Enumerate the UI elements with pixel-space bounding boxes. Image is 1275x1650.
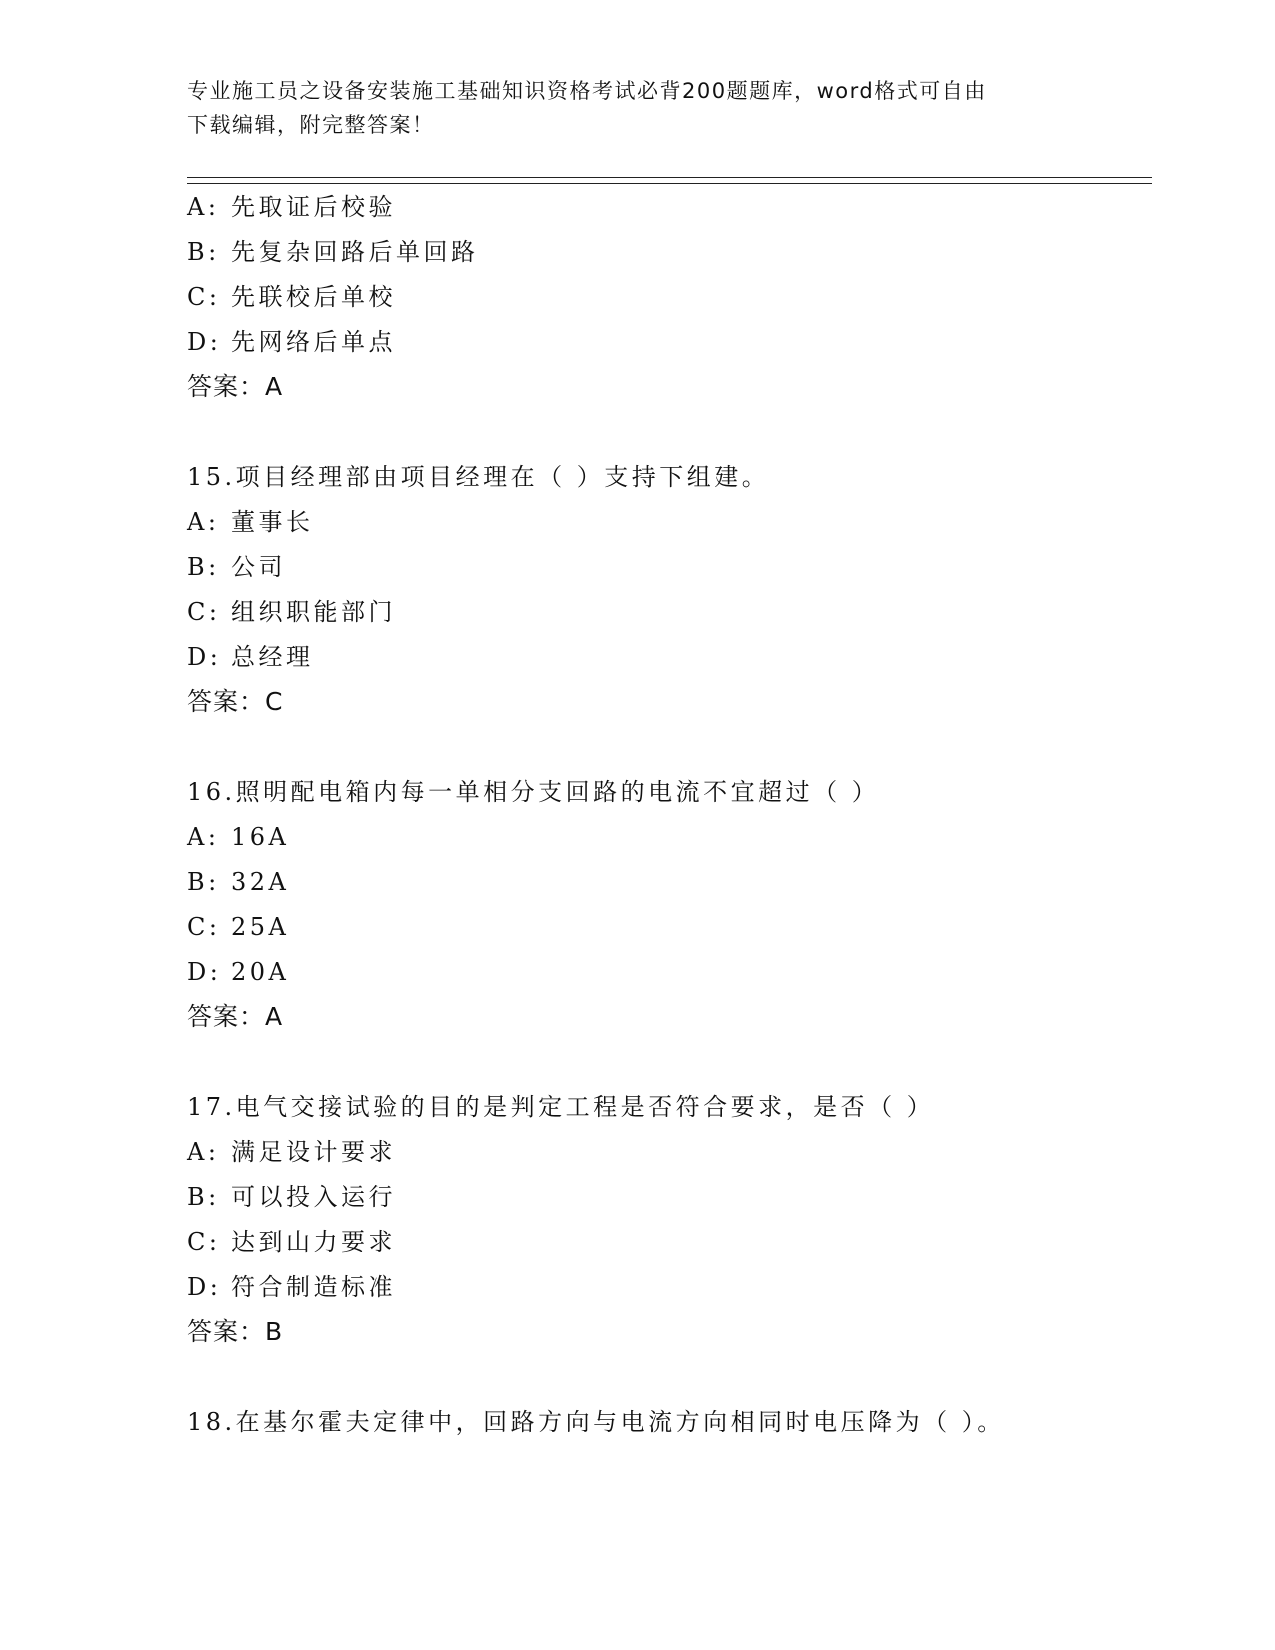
option-a <box>187 822 289 852</box>
header-divider-bottom <box>187 183 1152 184</box>
option-c <box>187 597 396 627</box>
option-b <box>187 867 289 897</box>
question-text: 15.项目经理部由项目经理在（ ）支持下组建。 <box>187 463 770 491</box>
question-text: 18.在基尔霍夫定律中，回路方向与电流方向相同时电压降为（ ）。 <box>187 1408 1005 1436</box>
answer: 答案：A <box>187 1002 284 1031</box>
option-text: 先网络后单点 <box>231 328 396 356</box>
option-text: 先取证后校验 <box>231 193 396 221</box>
option-text: 达到山力要求 <box>231 1228 396 1256</box>
option-text: 25A <box>231 913 290 941</box>
option-d <box>187 642 314 672</box>
option-text: 董事长 <box>231 508 314 536</box>
option-label: D: <box>187 1273 222 1301</box>
option-text: 满足设计要求 <box>231 1138 396 1166</box>
option-label: B: <box>187 868 220 896</box>
option-label: A: <box>187 1138 220 1166</box>
header-divider-top <box>187 177 1152 178</box>
option-label: B: <box>187 553 220 581</box>
answer: 答案：B <box>187 1317 284 1346</box>
option-text: 符合制造标准 <box>231 1273 396 1301</box>
option-b <box>187 552 286 582</box>
option-text: 公司 <box>231 553 286 581</box>
question-text: 17.电气交接试验的目的是判定工程是否符合要求，是否（ ） <box>187 1093 935 1121</box>
option-text: 16A <box>231 823 290 851</box>
option-label: D: <box>187 328 222 356</box>
header-title-line-2: 下载编辑，附完整答案！ <box>187 113 435 137</box>
option-text: 可以投入运行 <box>231 1183 396 1211</box>
option-label: B: <box>187 238 220 266</box>
option-text: 总经理 <box>231 643 314 671</box>
option-label: A: <box>187 823 220 851</box>
option-a <box>187 507 314 537</box>
option-label: C: <box>187 913 221 941</box>
option-b <box>187 237 479 267</box>
option-label: B: <box>187 1183 220 1211</box>
option-c <box>187 1227 396 1257</box>
option-text: 20A <box>231 958 290 986</box>
option-label: C: <box>187 598 221 626</box>
answer: 答案：C <box>187 687 284 716</box>
answer: 答案：A <box>187 372 284 401</box>
option-label: D: <box>187 958 222 986</box>
option-a <box>187 192 396 222</box>
option-d <box>187 327 396 357</box>
question-text: 16.照明配电箱内每一单相分支回路的电流不宜超过（ ） <box>187 778 880 806</box>
option-label: A: <box>187 508 220 536</box>
option-c <box>187 282 396 312</box>
option-label: D: <box>187 643 222 671</box>
option-c <box>187 912 289 942</box>
option-b <box>187 1182 396 1212</box>
option-label: C: <box>187 1228 221 1256</box>
option-d <box>187 1272 396 1302</box>
option-text: 32A <box>231 868 290 896</box>
option-text: 先复杂回路后单回路 <box>231 238 479 266</box>
option-label: A: <box>187 193 220 221</box>
option-text: 组织职能部门 <box>231 598 396 626</box>
option-d <box>187 957 289 987</box>
header-title-line-1: 专业施工员之设备安装施工基础知识资格考试必背200题题库，word格式可自由 <box>187 79 987 103</box>
option-label: C: <box>187 283 221 311</box>
option-text: 先联校后单校 <box>231 283 396 311</box>
option-a <box>187 1137 396 1167</box>
document-header <box>187 74 1067 142</box>
